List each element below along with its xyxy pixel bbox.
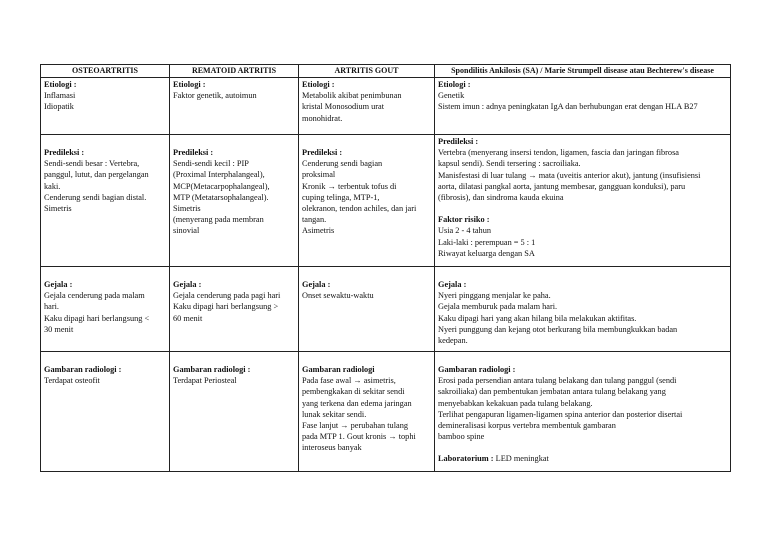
- header-rematoid-artritis: REMATOID ARTRITIS: [170, 65, 299, 78]
- cell-label: Faktor risiko :: [438, 215, 490, 225]
- cell-line: Simetris: [173, 204, 201, 214]
- cell-line: sakroiliaka) dan pembentukan jembatan antara tulang belakang yang: [438, 387, 666, 397]
- header-row: [41, 65, 731, 78]
- comparison-table: [40, 64, 731, 472]
- cell-label: Gejala :: [44, 280, 73, 289]
- cell-line: Kaku dipagi hari yang akan hilang bila melakukan aktifitas.: [438, 313, 637, 323]
- cell-label: Gejala :: [173, 280, 202, 289]
- cell-predileksi-sa: [435, 135, 731, 267]
- cell-line: Idiopatik: [44, 102, 74, 112]
- header-sa-bold: Spondilitis Ankilosis (SA) /: [451, 66, 543, 75]
- cell-radiologi-ra: [170, 352, 299, 472]
- cell-line: Metabolik akibat penimbunan: [302, 91, 402, 101]
- cell-line: sinovial: [173, 226, 200, 236]
- cell-line: Faktor genetik, autoimun: [173, 91, 257, 101]
- cell-line: interoseus banyak: [302, 443, 362, 453]
- cell-line: hari.: [44, 302, 59, 312]
- cell-line: tangan.: [302, 215, 327, 225]
- cell-predileksi-ra: [170, 135, 299, 267]
- row-etiologi: [41, 78, 731, 135]
- cell-line: Sendi-sendi kecil : PIP: [173, 159, 249, 169]
- cell-line: pembengkakan di sekitar sendi: [302, 387, 405, 397]
- cell-etiologi-oa: [41, 78, 170, 135]
- header-osteoartritis: OSTEOARTRITIS: [41, 65, 170, 78]
- cell-line: Riwayat keluarga dengan SA: [438, 248, 535, 258]
- cell-line: (Proximal Interphalangeal),: [173, 170, 265, 180]
- cell-line: Sendi-sendi besar : Vertebra,: [44, 159, 140, 169]
- cell-line: cuping telinga, MTP-1,: [302, 192, 380, 202]
- cell-line: Gejala memburuk pada malam hari.: [438, 302, 558, 312]
- cell-line: olekranon, tendon achiles, dan jari: [302, 204, 417, 214]
- header-sa-rest: Marie Strumpell disease atau Bechterew's disease: [542, 66, 714, 75]
- cell-line: MCP(Metacarpophalangeal),: [173, 181, 270, 191]
- cell-predileksi-oa: [41, 135, 170, 267]
- cell-line: Terdapat osteofit: [44, 376, 100, 386]
- cell-etiologi-gout: [299, 78, 435, 135]
- cell-label: Etiologi :: [438, 80, 471, 89]
- cell-label: Gambaran radiologi :: [438, 365, 516, 374]
- cell-line: Nyeri punggung dan kejang otot berkurang bila membungkukkan badan: [438, 324, 678, 334]
- cell-label: Gambaran radiologi :: [173, 365, 251, 374]
- cell-label: Gejala :: [302, 280, 331, 289]
- cell-line: Kaku dipagi hari berlangsung <: [44, 313, 150, 323]
- cell-line: Usia 2 - 4 tahun: [438, 226, 491, 236]
- cell-line: lunak sekitar sendi.: [302, 409, 367, 419]
- cell-label: Predileksi :: [173, 148, 214, 157]
- cell-line: kapsul sendi). Sendi tersering : sacroiliaka.: [438, 159, 581, 169]
- cell-line: Vertebra (menyerang insersi tendon, ligamen, fascia dan jaringan fibrosa: [438, 148, 679, 158]
- cell-line: MTP (Metatarsophalangeal).: [173, 192, 269, 202]
- cell-line: Cenderung sendi bagian distal.: [44, 192, 147, 202]
- cell-gejala-ra: [170, 267, 299, 352]
- cell-line: Fase lanjut → perubahan tulang: [302, 421, 408, 431]
- cell-line: Genetik: [438, 91, 465, 101]
- cell-predileksi-gout: [299, 135, 435, 267]
- cell-line: (fibrosis), dan sindroma kauda ekuina: [438, 193, 564, 203]
- cell-label: Predileksi :: [438, 137, 479, 146]
- row-gejala: [41, 267, 731, 352]
- cell-line: Terdapat Periosteal: [173, 376, 237, 386]
- cell-line: proksimal: [302, 170, 336, 180]
- cell-line: 60 menit: [173, 313, 203, 323]
- cell-line: Terlihat pengapuran ligamen-ligamen spina anterior dan posterior disertai: [438, 409, 683, 419]
- laboratorium-label: Laboratorium :: [438, 454, 494, 464]
- cell-line: Kronik → terbentuk tofus di: [302, 181, 397, 191]
- cell-label: Etiologi :: [302, 80, 335, 89]
- cell-line: Gejala cenderung pada pagi hari: [173, 291, 281, 301]
- cell-line: aorta, dilatasi pangkal aorta, jantung membesar, gangguan konduksi), paru: [438, 181, 686, 191]
- cell-line: yang terkena dan edema jaringan: [302, 398, 412, 408]
- cell-label: Predileksi :: [302, 148, 343, 157]
- cell-label: Etiologi :: [44, 80, 77, 89]
- cell-line: 30 menit: [44, 324, 74, 334]
- cell-label: Etiologi :: [173, 80, 206, 89]
- cell-line: Kaku dipagi hari berlangsung >: [173, 302, 279, 312]
- cell-line: pada MTP 1. Gout kronis → tophi: [302, 432, 416, 442]
- laboratorium-line: [438, 453, 727, 464]
- cell-line: Gejala cenderung pada malam: [44, 291, 145, 301]
- cell-gejala-sa: [435, 267, 731, 352]
- cell-line: monohidrat.: [302, 113, 343, 123]
- cell-label: Gambaran radiologi: [302, 365, 375, 374]
- cell-line: Cenderung sendi bagian: [302, 159, 383, 169]
- cell-etiologi-ra: [170, 78, 299, 135]
- cell-line: demineralisasi korpus vertebra membentuk gambaran: [438, 421, 616, 431]
- cell-radiologi-gout: [299, 352, 435, 472]
- cell-line: kedepan.: [438, 336, 468, 346]
- row-predileksi: [41, 135, 731, 267]
- cell-line: Erosi pada persendian antara tulang belakang dan tulang panggul (sendi: [438, 376, 677, 386]
- cell-gejala-oa: [41, 267, 170, 352]
- laboratorium-value: LED meningkat: [493, 454, 549, 464]
- cell-line: Simetris: [44, 204, 72, 214]
- cell-radiologi-oa: [41, 352, 170, 472]
- cell-line: Laki-laki : perempuan = 5 : 1: [438, 237, 536, 247]
- cell-line: kristal Monosodium urat: [302, 102, 385, 112]
- cell-etiologi-sa: [435, 78, 731, 135]
- cell-line: Pada fase awal → asimetris,: [302, 376, 396, 386]
- cell-line: Onset sewaktu-waktu: [302, 291, 374, 301]
- cell-label: Predileksi :: [44, 148, 85, 157]
- cell-line: Nyeri pinggang menjalar ke paha.: [438, 291, 551, 301]
- cell-line: kaki.: [44, 181, 61, 191]
- cell-line: Inflamasi: [44, 91, 76, 101]
- header-artritis-gout: ARTRITIS GOUT: [299, 65, 435, 78]
- cell-label: Gambaran radiologi :: [44, 365, 122, 374]
- header-spondilitis-ankilosis: [435, 65, 731, 78]
- cell-line: menyebabkan kekakuan pada tulang belakang.: [438, 398, 593, 408]
- cell-line: panggul, lutut, dan pergelangan: [44, 170, 149, 180]
- cell-label: Gejala :: [438, 280, 467, 289]
- cell-line: Asimetris: [302, 226, 335, 236]
- cell-line: Sistem imun : adnya peningkatan IgA dan berhubungan erat dengan HLA B27: [438, 102, 698, 112]
- cell-gejala-gout: [299, 267, 435, 352]
- row-radiologi: [41, 352, 731, 472]
- cell-line: Manisfestasi di luar tulang → mata (uveitis anterior akut), jantung (insufisiensi: [438, 170, 701, 180]
- cell-line: bamboo spine: [438, 432, 485, 442]
- cell-line: (menyerang pada membran: [173, 215, 264, 225]
- cell-radiologi-sa: [435, 352, 731, 472]
